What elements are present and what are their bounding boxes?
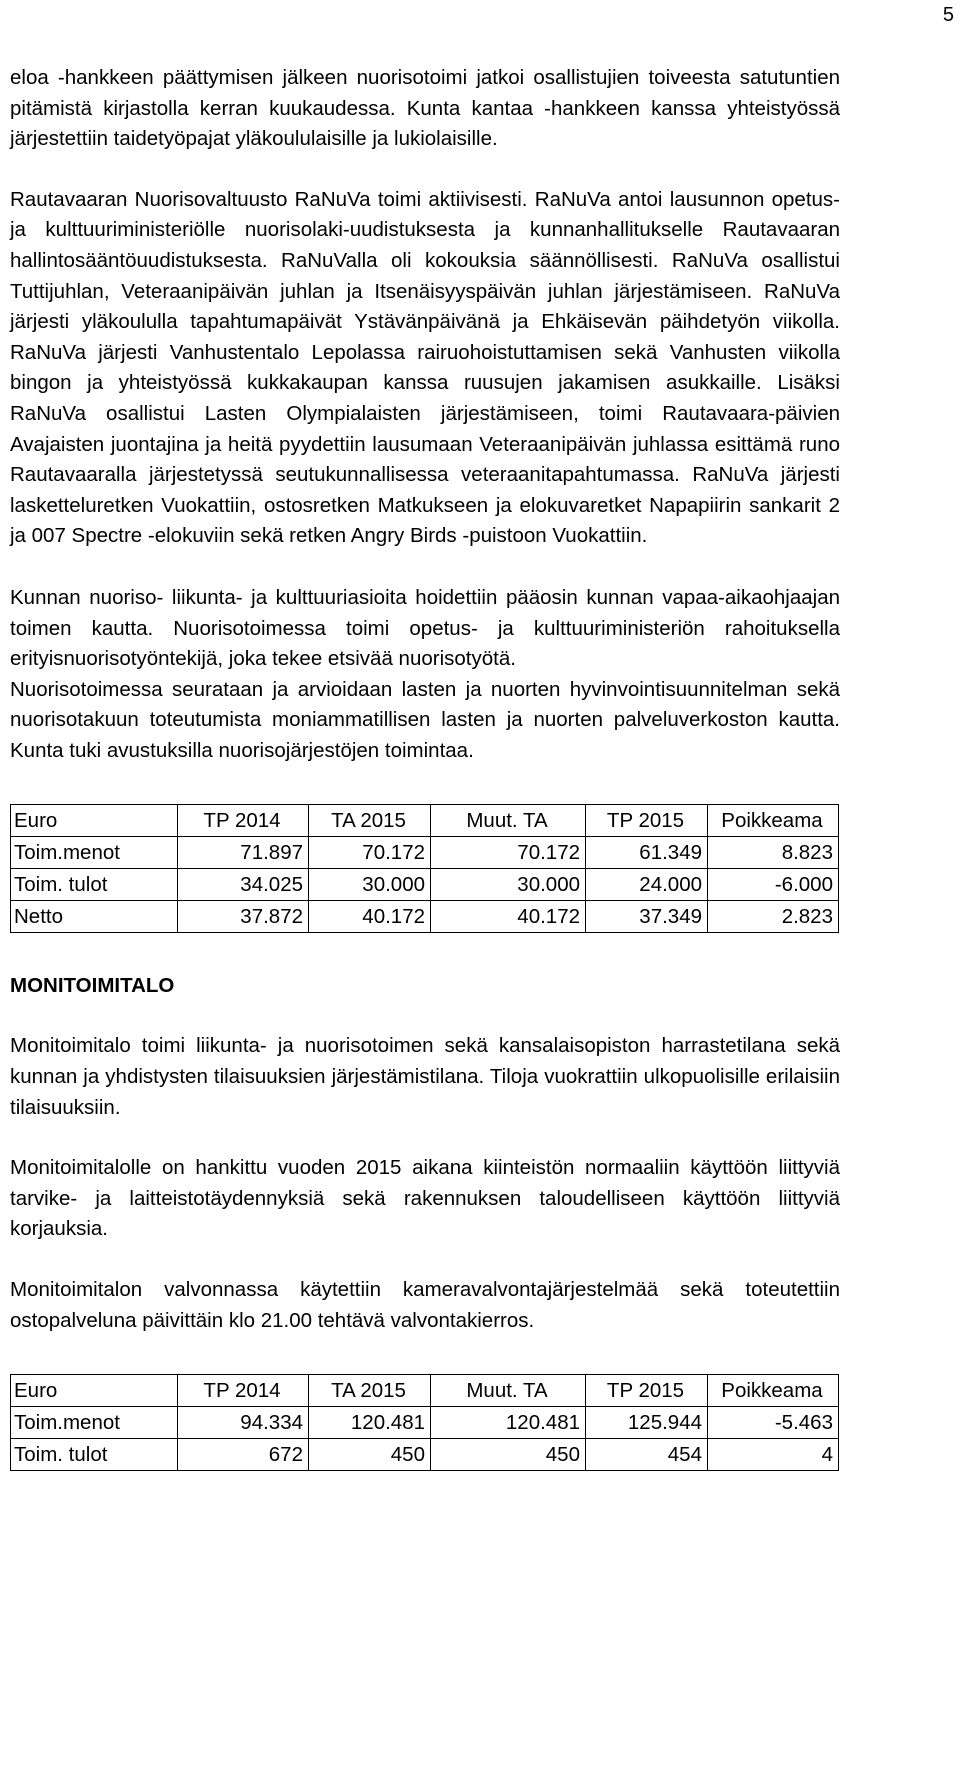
table-cell: 120.481: [309, 1407, 431, 1439]
table-row: [11, 1407, 839, 1439]
table-cell: 71.897: [178, 837, 309, 869]
table-row: [11, 869, 839, 901]
table-cell-label: Netto: [11, 901, 178, 933]
table-cell: 454: [586, 1439, 708, 1471]
table-cell: 4: [708, 1439, 839, 1471]
table-cell-label: Toim.menot: [11, 837, 178, 869]
page-number: 5: [942, 4, 954, 26]
table-header-cell: TP 2015: [586, 1375, 708, 1407]
table-header-cell: Muut. TA: [431, 1375, 586, 1407]
table-cell: 70.172: [309, 837, 431, 869]
table-header-cell: Muut. TA: [431, 805, 586, 837]
table-cell: 120.481: [431, 1407, 586, 1439]
table-header-cell: Euro: [11, 805, 178, 837]
table-header-cell: TP 2014: [178, 805, 309, 837]
table-header-cell: TP 2014: [178, 1375, 309, 1407]
table-cell: 70.172: [431, 837, 586, 869]
table-row: [11, 1439, 839, 1471]
paragraph-monitoimitalo-valvonta: Monitoimitalon valvonnassa käytettiin kameravalvontajärjestelmää sekä toteutettiin ostopalveluna päivittäin klo 21.00 tehtävä valvontakierros.: [10, 1278, 840, 1332]
table-cell: 2.823: [708, 901, 839, 933]
table-cell: 450: [431, 1439, 586, 1471]
section-heading-monitoimitalo: MONITOIMITALO: [10, 974, 175, 998]
table-header-row: [11, 805, 839, 837]
table-cell: -6.000: [708, 869, 839, 901]
table-cell: 40.172: [309, 901, 431, 933]
paragraph-monitoimitalo-hankinnat: Monitoimitalolle on hankittu vuoden 2015 aikana kiinteistön normaaliin käyttöön liittyviä tarvike- ja laitteistotäydennyksiä sekä rakennuksen taloudelliseen käyttöön liittyviä korjauksia.: [10, 1156, 840, 1241]
table-cell-label: Toim. tulot: [11, 869, 178, 901]
table-header-cell: Poikkeama: [708, 805, 839, 837]
table-cell-label: Toim.menot: [11, 1407, 178, 1439]
table-cell: 8.823: [708, 837, 839, 869]
table-header-cell: Poikkeama: [708, 1375, 839, 1407]
table-cell: 94.334: [178, 1407, 309, 1439]
table-cell: 40.172: [431, 901, 586, 933]
paragraph-kirjasto: eloa -hankkeen päättymisen jälkeen nuorisotoimi jatkoi osallistujien toiveesta satutuntien pitämistä kirjastolla kerran kuukaudessa. Kunta kantaa -hankkeen kanssa yhteistyössä järjestettiin taidetyöpajat yläkoululaisille ja lukiolaisille.: [10, 66, 840, 151]
table-cell: 30.000: [431, 869, 586, 901]
table-header-cell: TA 2015: [309, 805, 431, 837]
paragraph-monitoimitalo-kaytto: Monitoimitalo toimi liikunta- ja nuorisotoimen sekä kansalaisopiston harrastetilana sekä kunnan ja yhdistysten tilaisuuksien järjestämistilana. Tiloja vuokrattiin ulkopuolisille erilaisiin tilaisuuksiin.: [10, 1034, 840, 1119]
table-cell: 24.000: [586, 869, 708, 901]
paragraph-hyvinvointisuunnitelma: Nuorisotoimessa seurataan ja arvioidaan lasten ja nuorten hyvinvointisuunnitelman sekä nuorisotakuun toteutumista moniammatillisen lasten ja nuorten palveluverkoston kautta. Kunta tuki avustuksilla nuorisojärjestöjen toimintaa.: [10, 677, 840, 762]
table-header-row: [11, 1375, 839, 1407]
budget-table-nuorisotoimi: [10, 804, 839, 933]
table-cell: 672: [178, 1439, 309, 1471]
table-header-cell: TP 2015: [586, 805, 708, 837]
table-cell: 30.000: [309, 869, 431, 901]
table-cell: 125.944: [586, 1407, 708, 1439]
table-cell-label: Toim. tulot: [11, 1439, 178, 1471]
table-cell: 34.025: [178, 869, 309, 901]
table-row: [11, 901, 839, 933]
document-body: [10, 63, 840, 1471]
table-cell: 450: [309, 1439, 431, 1471]
budget-table-monitoimitalo: [10, 1374, 839, 1471]
paragraph-ranuva: Rautavaaran Nuorisovaltuusto RaNuVa toimi aktiivisesti. RaNuVa antoi lausunnon opetus- ja kulttuuriministeriölle nuorisolaki-uudistuksesta ja kunnanhallitukselle Rautavaaran hallintosääntöuudistuksesta. RaNuValla oli kokouksia säännöllisesti. RaNuVa osallistui Tuttijuhlan, Veteraanipäivän juhlan ja Itsenäisyyspäivän juhlan järjestämiseen. RaNuVa järjesti yläkoululla tapahtumapäivät Ystävänpäivänä ja Ehkäisevän päihdetyön viikolla. RaNuVa järjesti Vanhustentalo Lepolassa rairuohoistuttamisen sekä Vanhusten viikolla bingon ja yhteistyössä kukkakaupan kanssa ruusujen jakamisen asukkaille. Lisäksi RaNuVa osallistui Lasten Olympialaisten järjestämiseen, toimi Rautavaara-päivien Avajaisten juontajina ja heitä pyydettiin lausumaan Veteraanipäivän juhlassa esittämä runo Rautavaaralla järjestetyssä seutukunnallisessa veteraanitapahtumassa. RaNuVa järjesti lasketteluretken Vuokattiin, ostosretken Matkukseen ja elokuvaretket Napapiirin sankarit 2 ja 007 Spectre -elokuviin sekä retken Angry Birds -puistoon Vuokattiin.: [10, 187, 840, 548]
table-row: [11, 837, 839, 869]
table-cell: -5.463: [708, 1407, 839, 1439]
table-header-cell: Euro: [11, 1375, 178, 1407]
table-cell: 37.872: [178, 901, 309, 933]
table-cell: 61.349: [586, 837, 708, 869]
table-header-cell: TA 2015: [309, 1375, 431, 1407]
table-cell: 37.349: [586, 901, 708, 933]
paragraph-vapaa-aikaohjaaja: Kunnan nuoriso- liikunta- ja kulttuuriasioita hoidettiin pääosin kunnan vapaa-aikaohjaajan toimen kautta. Nuorisotoimessa toimi opetus- ja kulttuuriministeriön rahoituksella erityisnuorisotyöntekijä, joka tekee etsivää nuorisotyötä.: [10, 585, 840, 671]
